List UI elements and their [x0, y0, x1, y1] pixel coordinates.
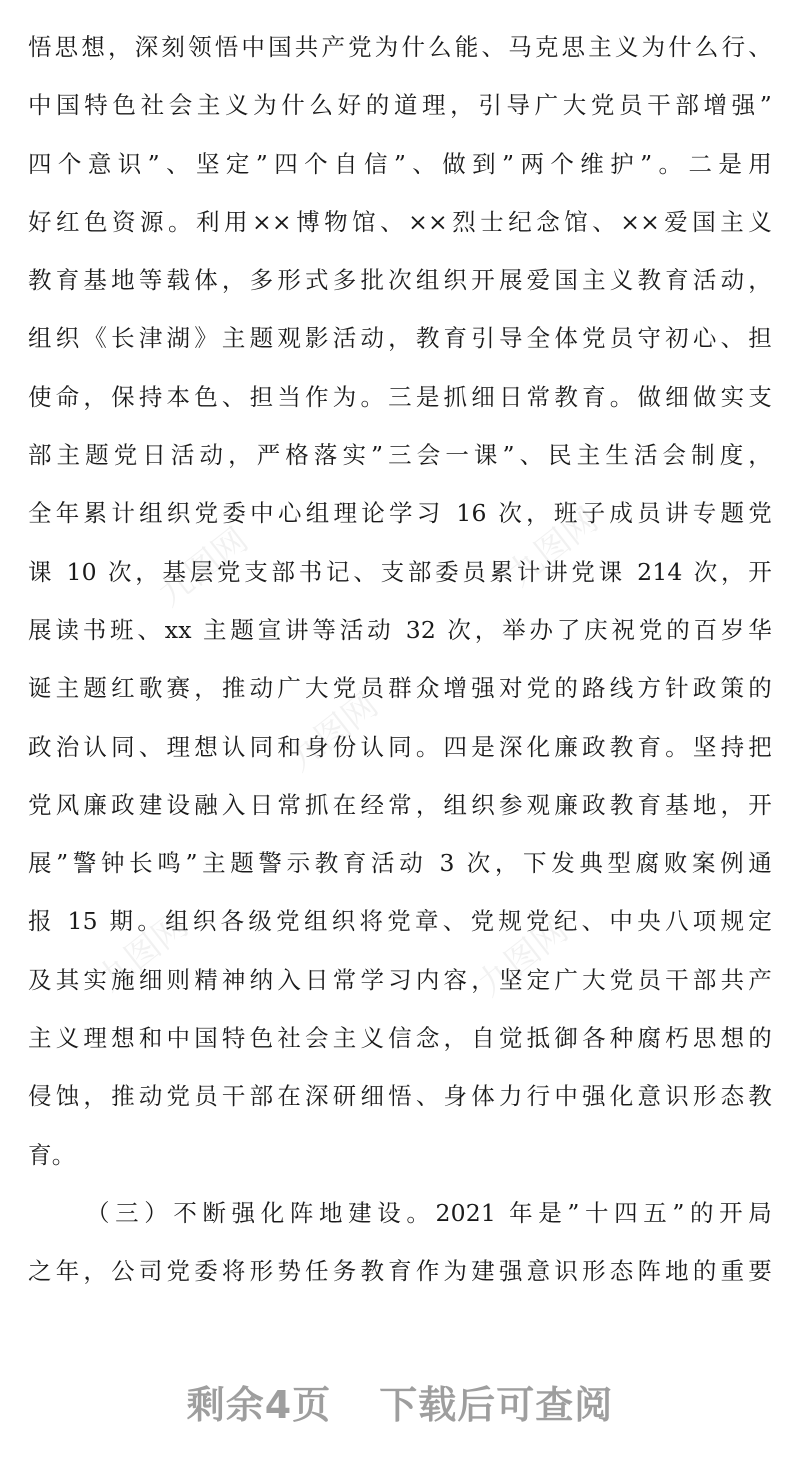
watermark: 九图网 [150, 520, 256, 615]
text-line: 教育基地等载体，多形式多批次组织开展爱国主义教育活动， [28, 266, 772, 295]
text-line: 部主题党日活动，严格落实”三会一课”、民主生活会制度， [28, 441, 772, 470]
text-line: 诞主题红歌赛，推动广大党员群众增强对党的路线方针政策的 [28, 674, 772, 703]
download-hint-label: 下载后可查阅 [379, 1383, 614, 1427]
remaining-pages-banner[interactable] [0, 1380, 800, 1430]
text-line: 使命，保持本色、担当作为。三是抓细日常教育。做细做实支 [28, 382, 772, 411]
text-line: 政治认同、理想认同和身份认同。四是深化廉政教育。坚持把 [28, 732, 772, 761]
remaining-pages-label: 剩余4页 [186, 1383, 332, 1427]
watermark: 九图网 [470, 910, 576, 1005]
watermark: 九图网 [500, 500, 606, 595]
text-line: 组织《长津湖》主题观影活动，教育引导全体党员守初心、担 [28, 324, 772, 353]
section-heading-line: （三）不断强化阵地建设。2021 年是”十四五”的开局 [86, 1198, 772, 1227]
text-line: 好红色资源。利用××博物馆、××烈士纪念馆、××爱国主义 [28, 207, 772, 236]
text-line: 及其实施细则精神纳入日常学习内容，坚定广大党员干部共产 [28, 965, 772, 994]
text-line: 主义理想和中国特色社会主义信念，自觉抵御各种腐朽思想的 [28, 1024, 772, 1053]
text-line: 悟思想，深刻领悟中国共产党为什么能、马克思主义为什么行、 [28, 33, 772, 61]
text-line: 中国特色社会主义为什么好的道理，引导广大党员干部增强” [28, 91, 772, 120]
watermark: 九图网 [280, 685, 386, 780]
paragraph-2 [28, 1184, 772, 1301]
text-line: 展读书班、xx 主题宣讲等活动 32 次，举办了庆祝党的百岁华 [28, 615, 772, 644]
text-line: 侵蚀，推动党员干部在深研细悟、身体力行中强化意识形态教 [28, 1082, 772, 1111]
document-body [28, 18, 772, 1301]
paragraph-1 [28, 18, 772, 1184]
text-line: 党风廉政建设融入日常抓在经常，组织参观廉政教育基地，开 [28, 790, 772, 819]
text-line: 四个意识”、坚定”四个自信”、做到”两个维护”。二是用 [28, 149, 772, 178]
text-line: 课 10 次，基层党支部书记、支部委员累计讲党课 214 次，开 [28, 557, 772, 586]
text-line: 全年累计组织党委中心组理论学习 16 次，班子成员讲专题党 [28, 499, 772, 528]
text-line: 育。 [28, 1140, 76, 1169]
text-line: 之年，公司党委将形势任务教育作为建强意识形态阵地的重要 [28, 1257, 772, 1286]
watermark: 九图网 [90, 905, 196, 1000]
text-line: 报 15 期。组织各级党组织将党章、党规党纪、中央八项规定 [28, 907, 772, 936]
text-line: 展”警钟长鸣”主题警示教育活动 3 次，下发典型腐败案例通 [28, 849, 772, 878]
